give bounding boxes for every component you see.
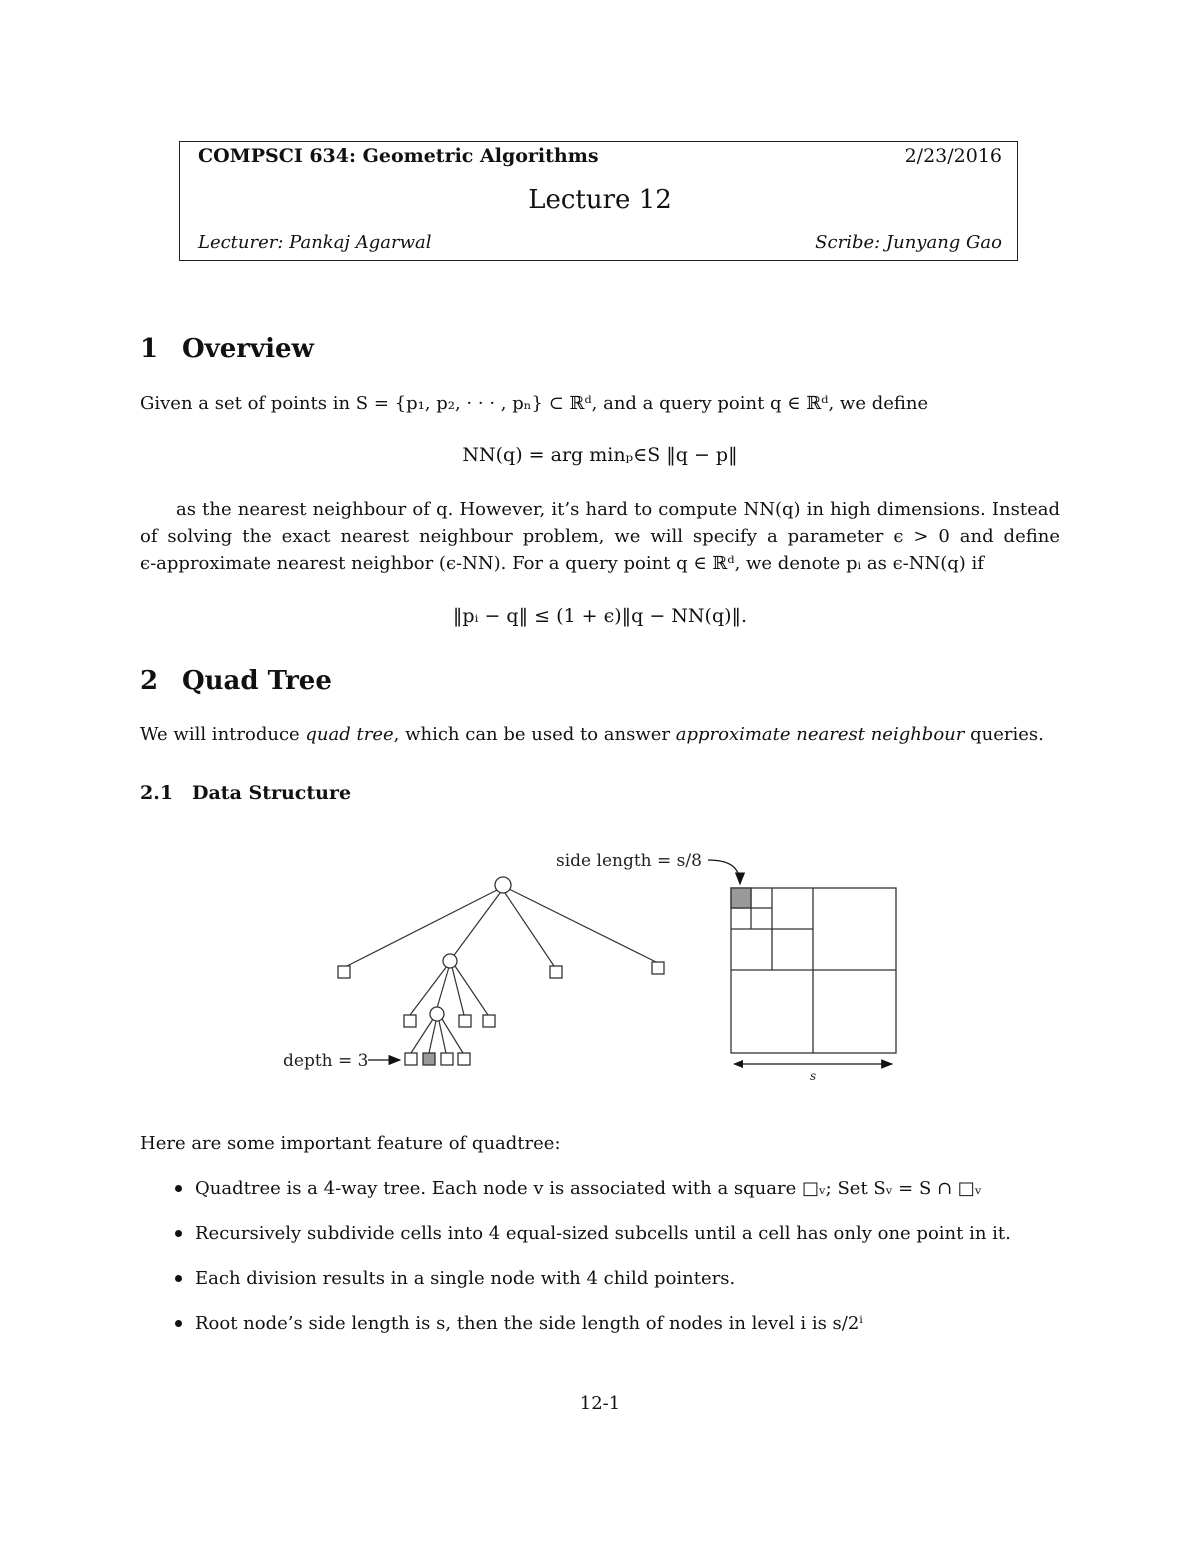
tree-leaf-node (483, 1015, 495, 1027)
side-length-arrow (708, 860, 740, 884)
overview-intro: Given a set of points in S = {p₁, p₂, · · · , pₙ} ⊂ ℝᵈ, and a query point q ∈ ℝᵈ, we define (140, 393, 929, 414)
tree-edges (347, 889, 656, 1053)
scribe-name: Scribe: Junyang Gao (815, 232, 1002, 253)
tree-leaf-node (652, 962, 664, 974)
tree-leaf-node (459, 1015, 471, 1027)
list-item: Each division results in a single node with 4 child pointers. (175, 1265, 1055, 1293)
equation-eps-nn: ‖pᵢ − q‖ ≤ (1 + ϵ)‖q − NN(q)‖. (452, 605, 748, 627)
quad-subdivision (731, 888, 896, 1053)
subsection-heading-data-structure: 2.1 Data Structure (140, 782, 352, 804)
page-number: 12-1 (579, 1393, 621, 1414)
tree-leaf-node (550, 966, 562, 978)
bullet-icon (175, 1185, 182, 1192)
smallest-cell-highlighted (731, 888, 751, 908)
depth-label: depth = 3 (283, 1051, 369, 1071)
overview-paragraph-line-1: as the nearest neighbour of q. However, it’s hard to compute NN(q) in high dimensions. Instead (176, 499, 1060, 520)
tree-internal-node (443, 954, 457, 968)
course-title: COMPSCI 634: Geometric Algorithms (198, 145, 599, 167)
features-list (175, 1175, 1055, 1355)
list-item: Quadtree is a 4-way tree. Each node v is associated with a square □ᵥ; Set Sᵥ = S ∩ □ᵥ (175, 1175, 1055, 1203)
quadtree-figure (270, 840, 920, 1090)
tree-leaf-node (441, 1053, 453, 1065)
overview-paragraph-line-3: ϵ-approximate nearest neighbor (ϵ-NN). For a query point q ∈ ℝᵈ, we denote pᵢ as ϵ-NN(q) if (140, 553, 984, 574)
tree-root-node (495, 877, 511, 893)
dimension-s-label: s (810, 1069, 817, 1083)
overview-paragraph (140, 496, 1060, 577)
lecture-date: 2/23/2016 (904, 145, 1002, 167)
quad-tree-intro: We will introduce quad tree, which can be used to answer approximate nearest neighbour queries. (140, 724, 1044, 745)
tree-leaf-node (404, 1015, 416, 1027)
side-length-label: side length = s/8 (556, 851, 702, 871)
section-heading-overview: 1 Overview (140, 334, 314, 364)
list-item: Root node’s side length is s, then the side length of nodes in level i is s/2ⁱ (175, 1310, 1055, 1338)
tree-leaf-node-highlighted (423, 1053, 435, 1065)
tree-leaf-node (458, 1053, 470, 1065)
tree-leaf-node (338, 966, 350, 978)
equation-nn-definition: NN(q) = arg minₚ∈S ‖q − p‖ (462, 444, 738, 466)
features-intro: Here are some important feature of quadtree: (140, 1133, 561, 1154)
section-heading-quad-tree: 2 Quad Tree (140, 666, 332, 696)
bullet-icon (175, 1320, 182, 1327)
tree-leaf-node (405, 1053, 417, 1065)
dimension-arrow-left-head (733, 1060, 743, 1068)
tree-internal-node (430, 1007, 444, 1021)
lecturer-name: Lecturer: Pankaj Agarwal (198, 232, 432, 253)
bullet-icon (175, 1230, 182, 1237)
list-item: Recursively subdivide cells into 4 equal-sized subcells until a cell has only one point in it. (175, 1220, 1055, 1248)
bullet-icon (175, 1275, 182, 1282)
lecture-title: Lecture 12 (528, 185, 672, 215)
overview-paragraph-line-2: of solving the exact nearest neighbour problem, we will specify a parameter ϵ > 0 and define (140, 526, 1060, 547)
